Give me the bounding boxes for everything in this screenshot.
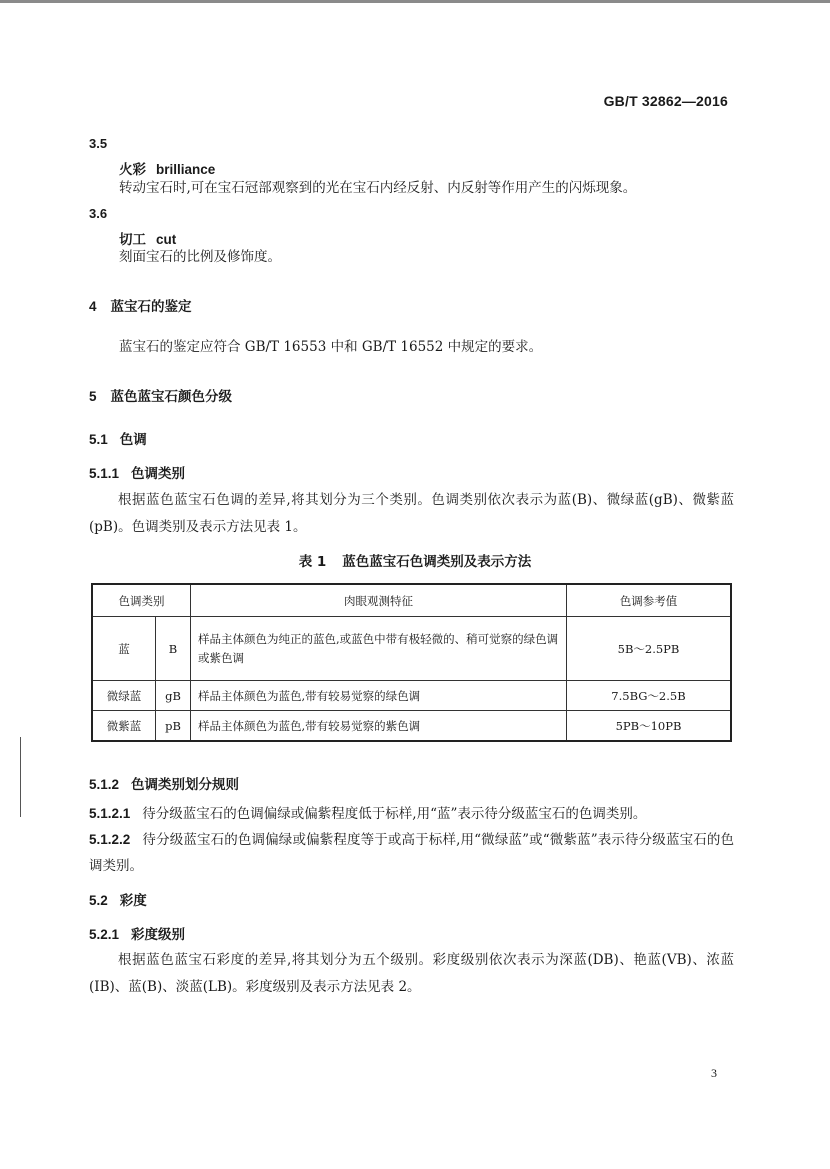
rule-number: 5.1.2.1 xyxy=(89,806,131,821)
section-5-heading xyxy=(89,385,232,405)
table-cell-name: 微绿蓝 xyxy=(92,681,156,711)
rule-text: 待分级蓝宝石的色调偏绿或偏紫程度低于标样,用“蓝”表示待分级蓝宝石的色调类别。 xyxy=(142,806,647,822)
section-4-number: 4 xyxy=(89,299,97,314)
section-5-2-1-heading xyxy=(89,923,185,943)
rule-item-5-1-2-1 xyxy=(89,801,734,827)
table-1-title: 蓝色蓝宝石色调类别及表示方法 xyxy=(342,554,532,570)
section-5-2-number: 5.2 xyxy=(89,893,108,908)
table-1-number: 表 1 xyxy=(298,554,327,570)
rule-number: 5.1.2.2 xyxy=(89,832,131,847)
section-5-1-number: 5.1 xyxy=(89,432,108,447)
table-header-row xyxy=(92,584,731,617)
term-3-6-en: cut xyxy=(156,232,177,247)
section-5-1-1-heading xyxy=(89,462,185,482)
table-cell-name: 微紫蓝 xyxy=(92,711,156,742)
section-5-2-title: 彩度 xyxy=(119,893,147,909)
section-5-1-heading xyxy=(89,428,147,448)
section-5-2-heading xyxy=(89,889,147,909)
section-5-number: 5 xyxy=(89,389,97,404)
term-number-3-5: 3.5 xyxy=(89,136,108,151)
table-cell-abbr: B xyxy=(156,617,191,681)
term-number-3-6: 3.6 xyxy=(89,206,108,221)
term-3-5-zh: 火彩 xyxy=(119,162,146,178)
table-cell-abbr: gB xyxy=(156,681,191,711)
hue-category-table xyxy=(91,583,732,742)
table-1-caption xyxy=(0,550,830,570)
page-top-border xyxy=(0,0,830,3)
section-4-text: 蓝宝石的鉴定应符合 GB/T 16553 中和 GB/T 16552 中规定的要求。 xyxy=(119,339,543,355)
section-5-1-title: 色调 xyxy=(119,432,147,448)
rule-text: 待分级蓝宝石的色调偏绿或偏紫程度等于或高于标样,用“微绿蓝”或“微紫蓝”表示待分级蓝宝石的色调类别。 xyxy=(89,832,734,874)
section-5-1-1-title: 色调类别 xyxy=(131,466,186,482)
term-3-5-en: brilliance xyxy=(156,162,216,177)
table-cell-name: 蓝 xyxy=(92,617,156,681)
section-5-title: 蓝色蓝宝石颜色分级 xyxy=(110,389,233,405)
section-4-heading xyxy=(89,295,192,315)
term-3-6-zh: 切工 xyxy=(119,232,146,248)
scan-margin-mark xyxy=(20,737,21,817)
table-header-category: 色调类别 xyxy=(92,584,191,617)
section-5-2-1-title: 彩度级别 xyxy=(131,927,186,943)
table-header-reference: 色调参考值 xyxy=(567,584,732,617)
table-cell-feature: 样品主体颜色为蓝色,带有较易觉察的紫色调 xyxy=(191,711,567,742)
table-row xyxy=(92,681,731,711)
section-5-1-2-number: 5.1.2 xyxy=(89,777,120,792)
table-cell-feature: 样品主体颜色为蓝色,带有较易觉察的绿色调 xyxy=(191,681,567,711)
rule-item-5-1-2-2 xyxy=(89,827,734,879)
section-5-2-1-number: 5.2.1 xyxy=(89,927,120,942)
standard-code: GB/T 32862—2016 xyxy=(603,93,728,109)
table-cell-feature xyxy=(191,617,567,681)
section-4-title: 蓝宝石的鉴定 xyxy=(110,299,192,315)
table-cell-reference: 5B～2.5PB xyxy=(567,617,732,681)
table-cell-feature-text: 样品主体颜色为纯正的蓝色,或蓝色中带有极轻微的、稍可觉察的绿色调或紫色调 xyxy=(198,631,559,665)
table-row xyxy=(92,617,731,681)
table-row xyxy=(92,711,731,742)
table-cell-abbr: pB xyxy=(156,711,191,742)
table-cell-reference: 7.5BG～2.5B xyxy=(567,681,732,711)
page-number: 3 xyxy=(711,1066,717,1080)
term-3-6-definition: 刻面宝石的比例及修饰度。 xyxy=(119,249,281,265)
section-5-1-1-number: 5.1.1 xyxy=(89,466,120,481)
section-5-2-1-text: 根据蓝色蓝宝石彩度的差异,将其划分为五个级别。彩度级别依次表示为深蓝(DB)、艳蓝(VB)、浓蓝(IB)、蓝(B)、淡蓝(LB)。彩度级别及表示方法见表 2。 xyxy=(89,952,734,995)
table-header-feature: 肉眼观测特征 xyxy=(191,584,567,617)
term-3-5-definition: 转动宝石时,可在宝石冠部观察到的光在宝石内经反射、内反射等作用产生的闪烁现象。 xyxy=(119,180,637,196)
section-5-1-2-heading xyxy=(89,773,239,793)
table-cell-reference: 5PB～10PB xyxy=(567,711,732,742)
section-5-1-2-title: 色调类别划分规则 xyxy=(131,777,240,793)
section-5-1-1-text: 根据蓝色蓝宝石色调的差异,将其划分为三个类别。色调类别依次表示为蓝(B)、微绿蓝(gB)、微紫蓝(pB)。色调类别及表示方法见表 1。 xyxy=(89,492,734,535)
